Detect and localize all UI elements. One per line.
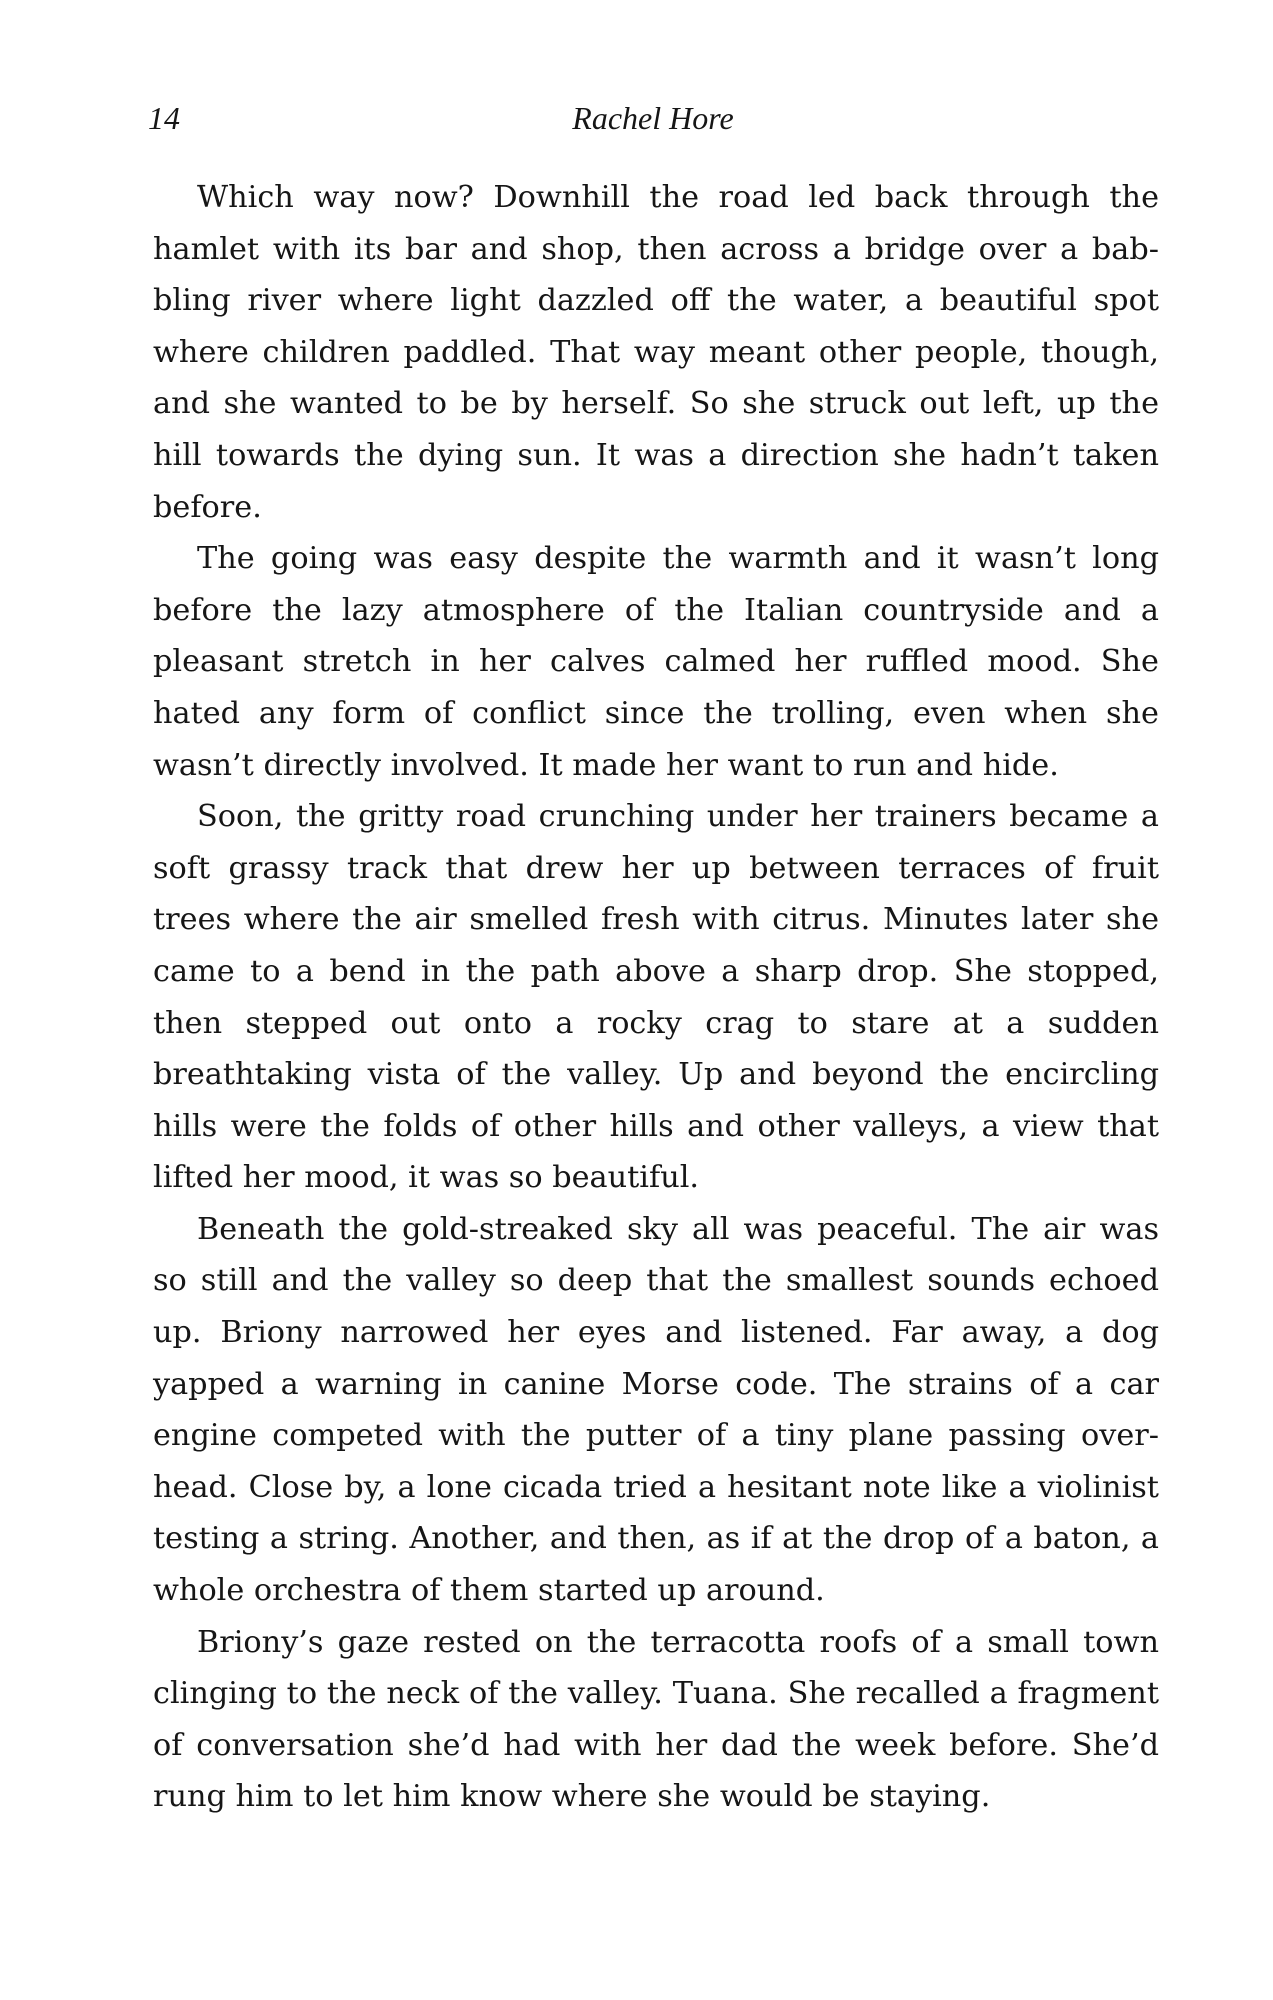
paragraph: Briony’s gaze rested on the terracotta roofs of a small town clinging to the neck of the valley. Tuana. She recalled a fragment of conversation she’d had with her dad the week before. She’d rung him to let him know where she would be staying. (153, 1624, 1159, 1815)
paragraph: Beneath the gold-streaked sky all was peaceful. The air was so still and the valley so deep that the smallest sounds echoed up. Briony narrowed her eyes and listened. Far away, a dog yapped a warning in canine Morse code. The strains of a car engine competed with the putter of a tiny plane passing overhead. Close by, a lone cicada tried a hesitant note like a violinist testing a string. Another, and then, as if at the drop of a baton, a whole orchestra of them started up around. (153, 1211, 1159, 1609)
paragraph: The going was easy despite the warmth and it wasn’t long before the lazy atmosphere of the Italian countryside and a pleasant stretch in her calves calmed her ruffled mood. She hated any form of conflict since the trolling, even when she wasn’t directly involved. It made her want to run and hide. (153, 541, 1159, 783)
paragraph: Which way now? Downhill the road led back through the hamlet with its bar and shop, then across a bridge over a babbling river where light dazzled off the water, a beautiful spot where children paddled. That way meant other people, though, and she wanted to be by herself. So she struck out left, up the hill towards the dying sun. It was a direction she hadn’t taken before. (153, 180, 1159, 525)
paragraph: Soon, the gritty road crunching under her trainers became a soft grassy track that drew her up between terraces of fruit trees where the air smelled fresh with citrus. Minutes later she came to a bend in the path above a sharp drop. She stopped, then stepped out onto a rocky crag to stare at a sudden breathtaking vista of the valley. Up and beyond the encircling hills were the folds of other hills and other valleys, a view that lifted her mood, it was so beautiful. (153, 799, 1159, 1196)
running-head (148, 96, 1158, 140)
body-text (153, 172, 1159, 1823)
author-name: Rachel Hore (572, 100, 734, 136)
page-number: 14 (148, 100, 180, 136)
